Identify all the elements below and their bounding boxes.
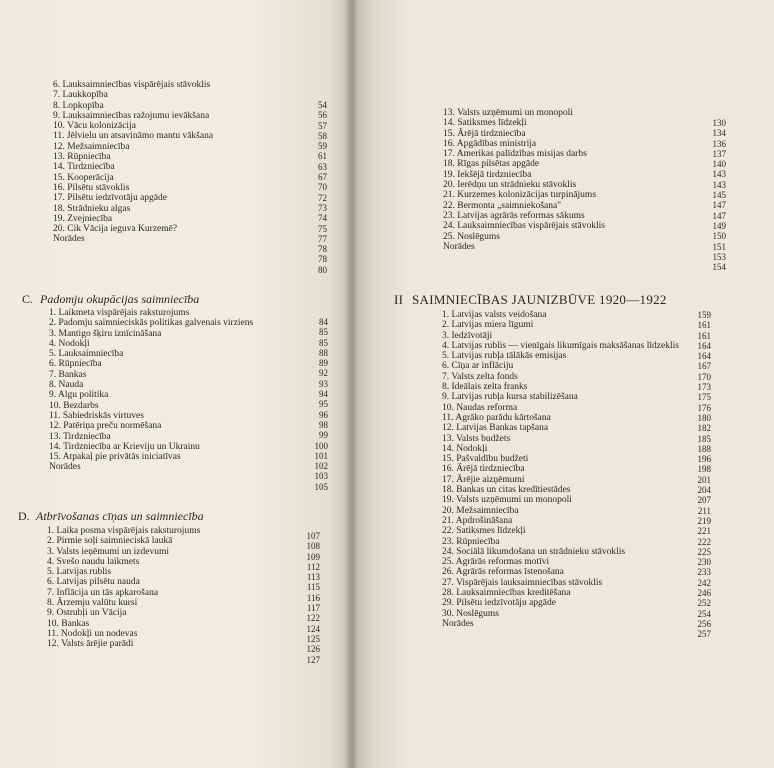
page-number: 246 [697,588,711,599]
toc-entry-title: 6. Lauksaimniecības vispārējais stāvoklis [53,80,211,90]
toc-entry-title: 20. Mežsaimniecība [442,505,519,516]
toc-entry-title: 7. Laukkopība [53,90,108,101]
toc-entry-title: 13. Valsts budžets [442,433,511,444]
page-number: 105 [314,481,328,492]
toc-entry-title: 9. Lauksaimniecības ražojumu ievākšana [53,110,210,121]
page-number: 57 [318,120,327,131]
left-page [0,0,352,768]
toc-entry-title: 14. Tirdzniecība ar Krieviju un Ukrainu [49,441,200,452]
page-number: 67 [318,172,327,183]
page-number: 225 [697,546,711,557]
toc-entry-title: 29. Pilsētu iedzīvotāju apgāde [442,598,556,609]
page-number: 89 [319,358,328,369]
page-number: 242 [697,577,711,588]
page-number: 140 [712,159,726,170]
toc-entry-title: 17. Amerikas palīdzības misijas darbs [443,149,587,160]
page-number: 175 [697,392,711,403]
toc-entry-title: 15. Kooperācija [53,172,114,183]
page-number: 159 [697,310,711,320]
page-number: 63 [318,161,327,172]
toc-entry-title: 17. Ārējie aizņēmumi [442,474,525,485]
toc-entry-title: Norādes [49,462,81,473]
page-number: 58 [318,130,327,141]
page-number: 75 [318,223,327,234]
page-number: 143 [712,169,726,180]
toc-entry-title: 9. Ostrubļi un Vācija [47,608,127,619]
toc-entry-title: 3. Mantigo šķiru iznīcināšana [49,328,162,339]
page-number: 122 [306,613,320,624]
page-number: 115 [306,582,320,593]
toc-entry-title: 12. Patēriņa preču normēšana [49,421,162,432]
page-number: 102 [314,461,328,472]
page-number: 196 [697,454,711,465]
toc-entry-title: 8. Nauda [49,380,84,391]
toc-entry-title: 16. Apgādības ministrija [443,138,537,149]
toc-entry-title: 12. Latvijas Bankas tapšana [442,423,549,434]
toc-entry-title: 28. Lauksaimniecības kreditēšana [442,588,571,599]
toc-entry-title: 25. Noslēgums [443,231,500,242]
page-number: 254 [697,608,711,619]
toc-entry-title: 22. Satiksmes līdzekļi [442,526,526,537]
page-number: 219 [697,515,711,526]
page-number: 94 [319,389,328,400]
section-c-letter: C. [22,292,34,306]
toc-entry-title: 11. Sabiedriskās virtuves [49,410,144,421]
page-number: 125 [306,633,320,644]
page-number: 84 [319,317,328,327]
page-number: 99 [319,430,328,441]
toc-entry-title: 20. Cik Vācija ieguva Kurzemē? [53,224,178,235]
page-number: 204 [697,485,711,496]
section-c-page-numbers [298,317,328,492]
page-number: 136 [712,138,726,149]
page-number: 188 [697,443,711,454]
toc-entry-title: 14. Satiksmes līdzekļi [443,118,527,129]
page-number: 137 [712,148,726,159]
toc-entry-title: 12. Valsts ārējie parādi [47,639,134,650]
page-number: 222 [697,536,711,547]
page-number: 145 [712,190,726,201]
page-number: 78 [318,254,327,265]
page-number: 167 [697,361,711,372]
toc-entry-title: 30. Noslēgums [442,608,499,619]
toc-entry-title: Norādes [443,241,475,252]
part-ii-numeral: II [394,292,404,307]
page-number: 201 [697,474,711,485]
toc-entry-title: 2. Pirmie soļi saimnieciskā laukā [47,536,173,547]
toc-entry-title: 11. Nodokļi un nodevas [47,628,138,639]
page-number: 176 [697,402,711,413]
toc-entry-title: 10. Bankas [47,618,90,629]
toc-entry-title: 13. Rūpniecība [53,152,111,163]
page-number: 108 [306,541,320,552]
toc-entry-title: 11. Jēlvielu un atsavināmo mantu vākšana [53,131,214,142]
page-number: 78 [318,244,327,255]
page-number: 230 [697,557,711,568]
toc-entry-title: 10. Naudas reforma [442,402,518,413]
part-ii-heading [394,292,667,308]
toc-entry-title: 19. Zvejniecība [53,213,113,224]
page-number: 147 [712,200,726,211]
section-d-title: Atbrīvošanas cīņas un saimniecība [36,509,204,523]
toc-entry-title: 12. Mežsaimniecība [53,141,130,152]
toc-entry-title: 16. Ārējā tirdzniecība [442,464,525,475]
page-number: 61 [318,151,327,162]
page-number: 143 [712,179,726,190]
part-ii-page-numbers [681,310,711,640]
page-number: 151 [712,241,726,252]
page-number: 173 [697,382,711,393]
page-number: 101 [314,450,328,461]
page-number: 252 [697,598,711,609]
page-number: 124 [306,623,320,634]
toc-entry-title: 8. Ārzemju valūtu kursi [47,598,138,609]
toc-entry-title: 5. Latvijas rubļa tālākās emisijas [442,351,567,362]
page-number: 80 [318,264,327,275]
page-numbers-top-left [297,100,327,275]
toc-entry-title: 8. Lopkopība [53,100,104,111]
page-number: 98 [319,419,328,430]
toc-entry-title: 14. Tirdzniecība [53,162,115,173]
toc-entry-title: 18. Bankas un citas kredītiestādes [442,485,571,496]
toc-entry-title: 21. Apdrošināšana [442,515,513,526]
toc-entry-title: 6. Latvijas pilsētu nauda [47,577,140,588]
page-number: 109 [306,551,320,562]
toc-entry-title: 9. Algu politika [49,390,109,401]
page-number: 150 [712,231,726,242]
toc-entry-title: 19. Iekšējā tirdzniecība [443,169,532,180]
toc-entry-title: 1. Laika posma vispārējais raksturojums [47,526,201,536]
page-number: 95 [319,399,328,410]
part-ii-title: SAIMNIECĪBAS JAUNIZBŪVE 1920—1922 [412,292,667,307]
toc-entry-title: 15. Pašvaldību budžeti [442,454,529,465]
page-number: 88 [319,347,328,358]
toc-entry-title: 27. Vispārējais lauksaimniecības stāvoklis [442,577,603,588]
toc-entry-title: 16. Pilsētu stāvoklis [53,182,130,193]
page-number: 170 [697,371,711,382]
section-c-heading [22,292,199,307]
section-d-letter: D. [18,509,30,523]
toc-entry-title: 23. Rūpniecība [442,536,500,547]
page-number: 149 [712,220,726,231]
toc-entry-title: 20. Ierēdņu un strādnieku stāvoklis [443,180,577,191]
page-number: 73 [318,202,327,213]
toc-entry-title: 25. Agrārās reformas motīvi [442,557,550,568]
toc-entry-title: 1. Latvijas valsts veidošana [442,310,547,320]
page-number: 233 [697,567,711,578]
page-number: 161 [697,330,711,341]
toc-entry-title: 2. Latvijas miera līgumi [442,320,534,331]
toc-entry-title: 4. Svešo naudu laikmets [47,556,140,567]
section-d-heading [18,509,204,524]
toc-entry-title: 10. Bezdarbs [49,400,99,411]
toc-entry-title: 18. Strādnieku algas [53,203,131,214]
page-number: 127 [306,654,320,665]
page-number: 134 [712,128,726,139]
page-number: 93 [319,378,328,389]
page-number: 92 [319,368,328,379]
toc-entry-title: 13. Tirdzniecība [49,431,111,442]
page-number: 54 [318,100,327,110]
right-page [352,0,774,768]
toc-entry-title: Norādes [442,618,474,629]
page-number: 56 [318,110,327,121]
page-number: 116 [306,592,320,603]
toc-entry-title: 8. Ideālais zelta franks [442,382,528,393]
page-number: 182 [697,423,711,434]
page-number: 103 [314,471,328,482]
toc-entry-title: 11. Agrāko parādu kārtošana [442,412,551,423]
page-number: 130 [712,118,726,128]
page-number: 221 [697,526,711,537]
page-number: 100 [314,440,328,451]
page-number: 59 [318,141,327,152]
page-number: 74 [318,213,327,224]
page-number: 72 [318,192,327,203]
page-number: 85 [319,337,328,348]
toc-entry-title: 24. Sociālā likumdošana un strādnieku stāvoklis [442,546,626,557]
toc-entry-title: 7. Inflācija un tās apkarošana [47,587,159,598]
page-number: 161 [697,320,711,331]
toc-entry-title: 3. Iedzīvotāji [442,330,493,341]
book-spine-shadow [344,0,358,768]
page-number: 112 [306,561,320,572]
toc-entry-title: 26. Agrārās reformas īstenošana [442,567,564,578]
page-number: 207 [697,495,711,506]
toc-entry-title: 6. Cīņa ar inflāciju [442,361,514,372]
page-number: 180 [697,412,711,423]
page-number: 113 [306,572,320,583]
page-number: 154 [712,262,726,273]
toc-entry-title: 14. Nodokļi [442,443,488,454]
toc-entry-title: 24. Lauksaimniecības vispārējais stāvoklis [443,221,605,232]
toc-entry-title: 5. Latvijas rublis [47,567,112,578]
toc-entry-title: 22. Bermonta „saimniekošana" [443,200,562,211]
page-number: 164 [697,351,711,362]
toc-entry-title: 13. Valsts uzņēmumi un monopoli [443,108,573,118]
toc-entry-title: 18. Rīgas pilsētas apgāde [443,159,540,170]
page-number: 257 [697,629,711,640]
toc-entry-title: 7. Valsts zelta fonds [442,371,518,382]
page-number: 153 [712,251,726,262]
page-number: 117 [306,603,320,614]
toc-entry-title: 10. Vācu kolonizācija [53,121,136,132]
page-number: 107 [306,531,320,541]
toc-entry-title: 21. Kurzemes kolonizācijas turpinājums [443,190,597,201]
toc-entry-title: 6. Rūpniecība [49,359,102,370]
toc-entry-title: Norādes [53,234,85,245]
page-number: 164 [697,340,711,351]
toc-entry-title: 1. Laikmeta vispārējais raksturojums [49,308,190,318]
section-d-page-numbers [290,531,320,665]
toc-entry-title: 3. Valsts ieņēmumi un izdevumi [47,546,169,557]
toc-entry-title: 23. Latvijas agrārās reformas sākums [443,210,585,221]
page-number: 198 [697,464,711,475]
page-number: 96 [319,409,328,420]
toc-entry-title: 17. Pilsētu iedzīvotāju apgāde [53,193,167,204]
page-number: 185 [697,433,711,444]
page-number: 256 [697,618,711,629]
toc-entry-title: 4. Latvijas rublis — vienīgais likumīgais maksāšanas līdzeklis [442,340,679,351]
toc-entry-title: 19. Valsts uzņēmumi un monopoli [442,495,572,506]
page-number: 70 [318,182,327,193]
toc-entry-title: 5. Lauksaimniecība [49,349,124,360]
toc-entry-title: 15. Atpakaļ pie privātās iniciatīvas [49,452,181,463]
page-number: 126 [306,644,320,655]
page-number: 147 [712,210,726,221]
toc-entry-title: 2. Padomju saimnieciskās politikas galvenais virziens [49,318,254,329]
page-number: 85 [319,327,328,338]
toc-entry-title: 15. Ārējā tirdzniecība [443,128,526,139]
toc-entry-title: 9. Latvijas rubļa kursa stabilizēšana [442,392,578,403]
toc-entry-title: 4. Nodokļi [49,338,90,349]
toc-entry-title: 7. Bankas [49,369,87,380]
page-numbers-top-right [696,118,726,272]
section-c-title: Padomju okupācijas saimniecība [40,292,200,306]
page-number: 77 [318,233,327,244]
page-number: 211 [697,505,711,516]
